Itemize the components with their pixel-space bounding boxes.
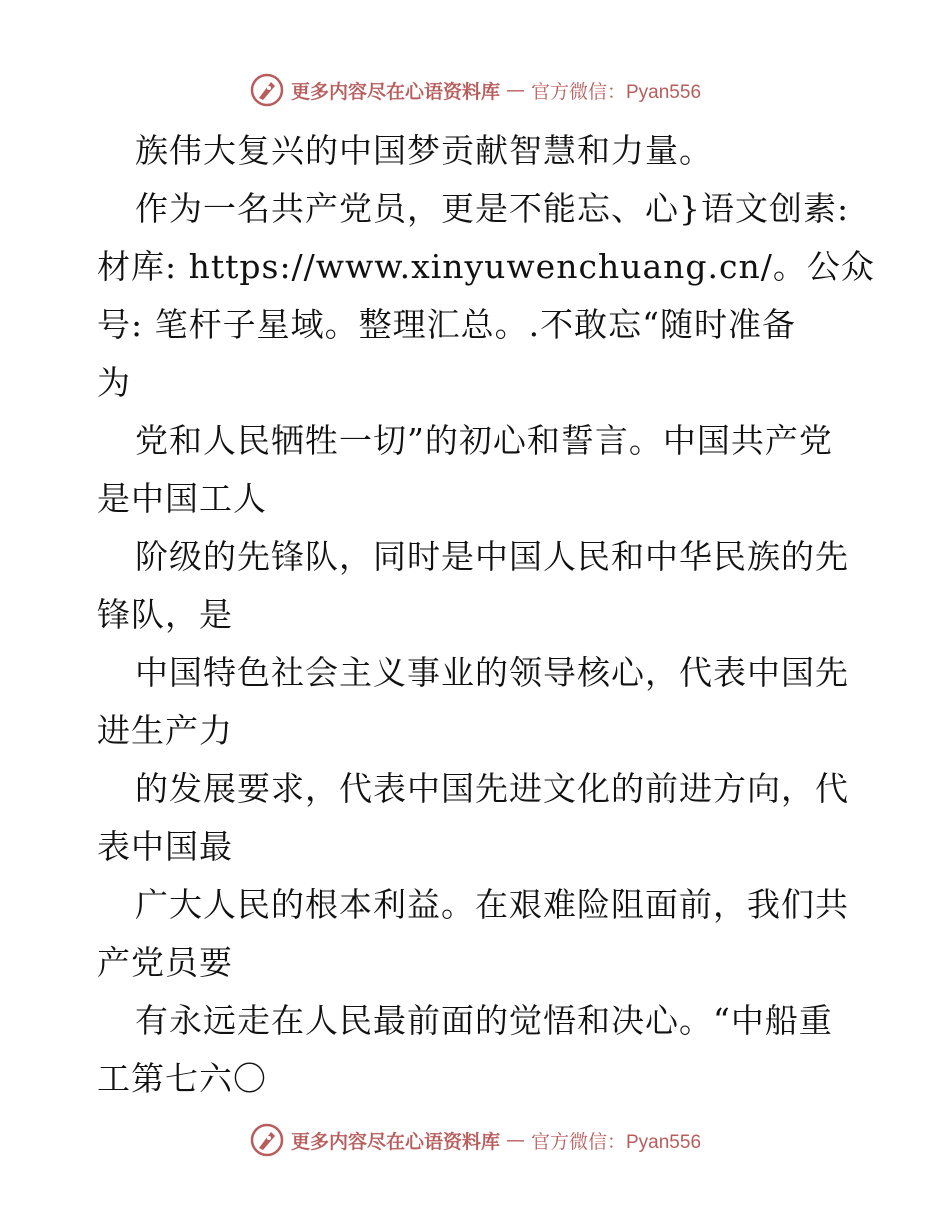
header-watermark (0, 70, 950, 110)
watermark-text: 更多内容尽在心语资料库 (290, 1130, 500, 1153)
body-line: 为 (97, 363, 131, 402)
body-line: 号: 笔杆子星域。整理汇总。.不敢忘“随时准备 (97, 305, 796, 344)
watermark-separator: — (506, 79, 525, 101)
body-line: 中国特色社会主义事业的领导核心，代表中国先 (135, 653, 849, 692)
pen-nib-icon (249, 72, 285, 108)
footer-watermark (0, 1120, 950, 1160)
watermark-text: 更多内容尽在心语资料库 (290, 80, 500, 103)
body-line: 作为一名共产党员，更是不能忘、心}语文创素: (135, 189, 850, 228)
watermark-handle: 官方微信：Pyan556 (531, 81, 702, 103)
body-line: 广大人民的根本利益。在艰难险阻面前，我们共 (135, 885, 849, 924)
body-line: 党和人民牺牲一切”的初心和誓言。中国共产党 (135, 421, 833, 460)
document-body (97, 122, 875, 1108)
body-line: 有永远走在人民最前面的觉悟和决心。“中船重 (135, 1001, 833, 1040)
body-line: 阶级的先锋队，同时是中国人民和中华民族的先 (135, 537, 849, 576)
body-line: 族伟大复兴的中国梦贡献智慧和力量。 (135, 131, 713, 170)
watermark-separator: — (506, 1129, 525, 1151)
watermark-handle: 官方微信：Pyan556 (531, 1131, 702, 1153)
body-line: 产党员要 (97, 943, 233, 982)
body-line: 表中国最 (97, 827, 233, 866)
body-line: 材库: https://www.xinyuwenchuang.cn/。公众 (97, 247, 875, 286)
body-line: 工第七六〇 (97, 1059, 267, 1098)
body-line: 是中国工人 (97, 479, 267, 518)
body-line: 进生产力 (97, 711, 233, 750)
body-line: 锋队，是 (97, 595, 233, 634)
pen-nib-icon (249, 1122, 285, 1158)
body-line: 的发展要求，代表中国先进文化的前进方向，代 (135, 769, 849, 808)
